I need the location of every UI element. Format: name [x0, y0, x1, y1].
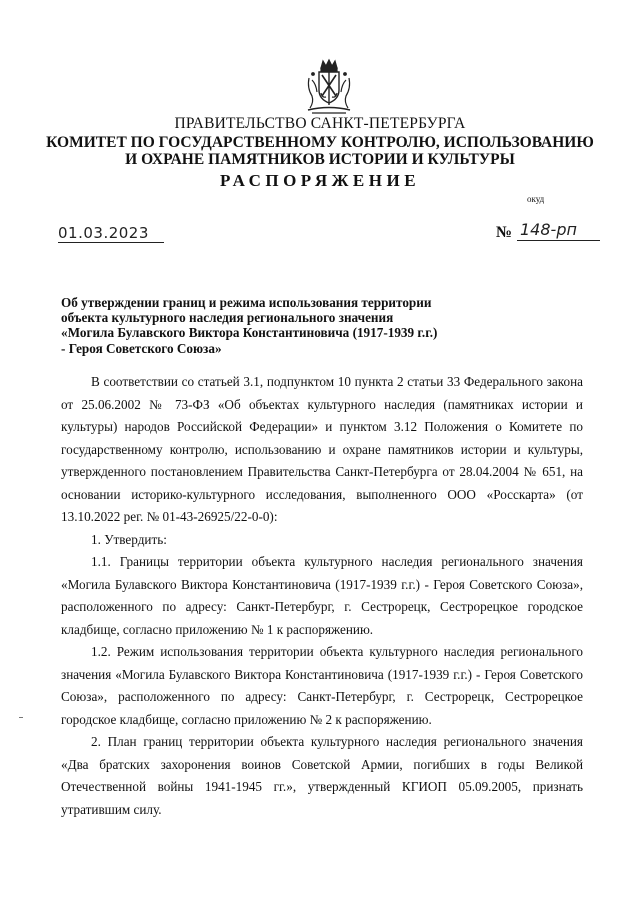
- subject-line: - Героя Советского Союза»: [61, 340, 222, 356]
- committee-name-line2: И ОХРАНЕ ПАМЯТНИКОВ ИСТОРИИ И КУЛЬТУРЫ: [125, 151, 515, 168]
- item-1-block: [61, 529, 583, 552]
- subject-line: Об утверждении границ и режима использования территории: [61, 295, 432, 310]
- item-2-block: [61, 731, 583, 821]
- document-type-title: РАСПОРЯЖЕНИЕ: [219, 171, 421, 190]
- subject-line: «Могила Булавского Виктора Константиновича (1917-1939 г.г.): [61, 325, 438, 341]
- item-1-1-block: [61, 551, 583, 641]
- document-number: 148-рп: [517, 220, 600, 241]
- item-1-1: 1.1. Границы территории объекта культурного наследия регионального значения «Могила Булавского Виктора Константиновича (1917-1939 г.г.) - Героя Советского Союза», расположенного по адресу: Санкт-Петербург, г. Сестрорецк, Сестрорецкое городское кладбище, согласно приложению № 1 к распоряжению.: [61, 554, 583, 637]
- document-subject: [61, 295, 481, 356]
- intro-paragraph-block: [61, 371, 583, 529]
- item-2: 2. План границ территории объекта культурного наследия регионального значения «Два братских захоронения воинов Советской Армии, погибших в годы Великой Отечественной войны 1941-1945 гг.», утвержденный КГИОП 05.09.2005, признать утратившим силу.: [61, 734, 583, 817]
- item-1-2-block: [61, 641, 583, 731]
- document-number-sign: №: [496, 224, 513, 241]
- document-date: 01.03.2023: [58, 224, 164, 243]
- intro-paragraph: В соответствии со статьей 3.1, подпунктом 10 пункта 2 статьи 33 Федерального закона от 25.06.2002 № 73-ФЗ «Об объектах культурного наследия (памятниках истории и культуры) народов Российской Федерации» и пунктом 3.12 Положения о Комитете по государственному контролю, использованию и охране памятников истории и культуры, утвержденного постановлением Правительства Санкт-Петербурга от 28.04.2004 № 651, на основании историко-культурного исследования, выполненного ООО «Росскарта» (от 13.10.2022 рег. № 01-43-26925/22-0-0):: [61, 374, 583, 524]
- subject-line: объекта культурного наследия регионального значения: [61, 310, 394, 326]
- government-name: ПРАВИТЕЛЬСТВО САНКТ-ПЕТЕРБУРГА: [174, 115, 466, 132]
- item-1: 1. Утвердить:: [91, 532, 167, 547]
- committee-name-line1: КОМИТЕТ ПО ГОСУДАРСТВЕННОМУ КОНТРОЛЮ, ИСПОЛЬЗОВАНИЮ: [46, 134, 594, 151]
- okud-label: окуд: [527, 194, 545, 204]
- item-1-2: 1.2. Режим использования территории объекта культурного наследия регионального значения «Могила Булавского Виктора Константиновича (1917-1939 г.г.) - Героя Советского Союза», расположенного по адресу: Санкт-Петербург, г. Сестрорецк, Сестрорецкое городское кладбище, согласно приложению № 2 к распоряжению.: [61, 644, 583, 727]
- saint-petersburg-coat-of-arms-icon: [304, 58, 354, 116]
- margin-mark: [19, 717, 23, 718]
